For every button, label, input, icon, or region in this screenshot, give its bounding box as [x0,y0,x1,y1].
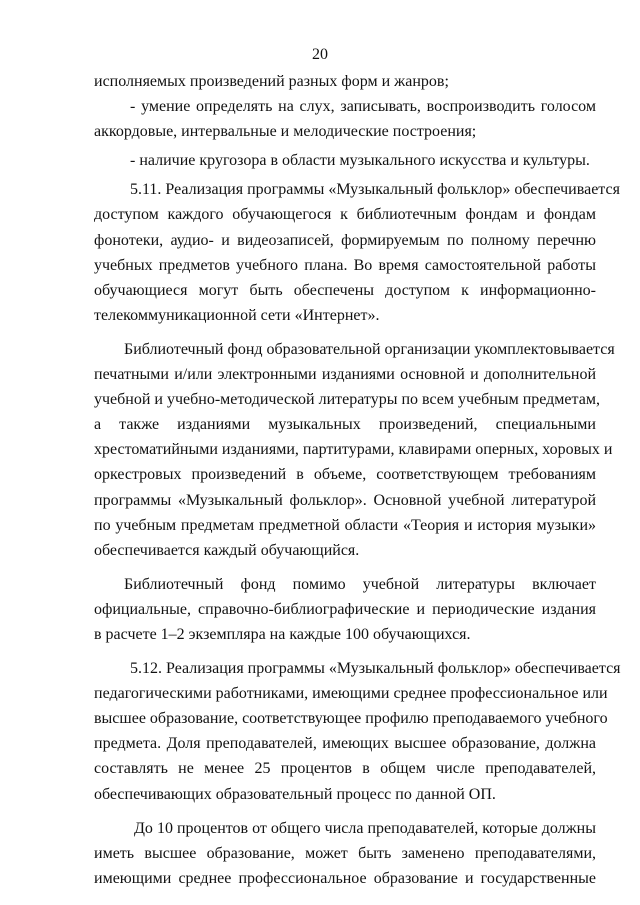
text-line: обеспечивается каждый обучающийся. [94,541,360,559]
text-line: программы «Музыкальный фольклор». Основной учебной литературой [94,491,596,509]
text-line: в расчете 1–2 экземпляра на каждые 100 обучающихся. [94,625,471,643]
text-line: иметь высшее образование, может быть заменено преподавателями, [94,844,596,862]
text-line: телекоммуникационной сети «Интернет». [94,306,380,324]
text-line: высшее образование, соответствующее профилю преподаваемого учебного [94,710,608,728]
text-line: оркестровых произведений в объеме, соответствующем требованиям [94,466,596,484]
text-line: 5.12. Реализация программы «Музыкальный фольклор» обеспечивается [130,660,621,678]
text-line: обеспечивающих образовательный процесс по данной ОП. [94,785,496,803]
text-line: хрестоматийными изданиями, партитурами, клавирами оперных, хоровых и [94,441,613,459]
text-line: - умение определять на слух, записывать, воспроизводить голосом [130,98,596,116]
text-line: фонотеки, аудио- и видеозаписей, формируемым по полному перечню [94,231,596,249]
text-line: официальные, справочно-библиографические и периодические издания [94,600,596,618]
text-line: - наличие кругозора в области музыкального искусства и культуры. [130,152,590,170]
text-line: учебной и учебно-методической литературы по всем учебным предметам, [94,391,600,409]
text-line: обучающиеся могут быть обеспечены доступом к информационно- [94,281,596,299]
text-line: Библиотечный фонд образовательной организации укомплектовывается [124,340,615,358]
text-line: учебных предметов учебного плана. Во время самостоятельной работы [94,256,596,274]
text-line: аккордовые, интервальные и мелодические построения; [94,123,477,141]
text-line: составлять не менее 25 процентов в общем числе преподавателей, [94,760,596,778]
body-text [94,69,621,891]
text-line: До 10 процентов от общего числа преподавателей, которые должны [134,819,596,837]
text-line: а также изданиями музыкальных произведений, специальными [94,416,596,434]
text-line: педагогическими работниками, имеющими среднее профессиональное или [94,685,608,703]
text-line: 5.11. Реализация программы «Музыкальный фольклор» обеспечивается [130,181,620,199]
page-number: 20 [312,46,328,63]
text-line: Библиотечный фонд помимо учебной литературы включает [124,575,596,593]
text-line: исполняемых произведений разных форм и жанров; [94,73,449,90]
text-line: предмета. Доля преподавателей, имеющих высшее образование, должна [94,735,596,753]
text-line: печатными и/или электронными изданиями основной и дополнительной [94,366,596,384]
text-line: имеющими среднее профессиональное образование и государственные [94,869,596,887]
text-line: доступом каждого обучающегося к библиотечным фондам и фондам [94,206,596,224]
text-line: по учебным предметам предметной области «Теория и история музыки» [94,516,596,534]
